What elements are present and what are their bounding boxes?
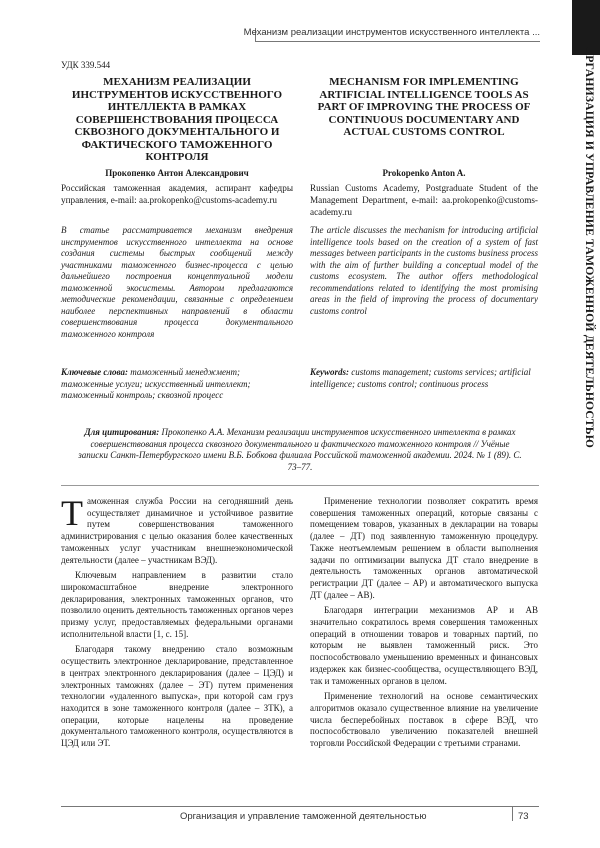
en-keywords-label: Keywords: — [310, 367, 349, 377]
footer-rule — [61, 806, 539, 807]
ru-article-title: МЕХАНИЗМ РЕАЛИЗАЦИИ ИНСТРУМЕНТОВ ИСКУССТВЕННОГО ИНТЕЛЛЕКТА В РАМКАХ СОВЕРШЕНСТВОВАНИЯ ПРОЦЕССА СКВОЗНОГО ДОКУМЕНТАЛЬНОГО И ФАКТИЧЕСКОГО ТАМОЖЕННОГО КОНТРОЛЯ — [71, 76, 283, 163]
ru-keywords-text: таможенный менеджмент; таможенные услуги; искусственный интеллект; таможенный контроль; сквозной процесс — [61, 367, 251, 400]
ru-keywords-block — [61, 367, 293, 402]
ru-abstract-block — [61, 225, 293, 340]
en-keywords — [310, 367, 538, 390]
ru-keywords — [61, 367, 293, 402]
body-paragraph: Ключевым направлением в развитии стало широкомасштабное внедрение электронного декларирования, электронных таможенных органов, что позволило оценить деятельность таможенных органов через призму услуг, предоставляемых федеральными органами исполнительной власти [1, с. 15]. — [61, 570, 293, 639]
footer-section-title: Организация и управление таможенной деятельностью — [180, 811, 427, 822]
en-author-block — [310, 168, 538, 218]
ru-article-header — [61, 76, 293, 164]
ru-affiliation: Российская таможенная академия, аспирант кафедры управления, e-mail: aa.prokopenko@customs-academy.ru — [61, 183, 293, 205]
header-rule — [255, 41, 540, 42]
body-paragraph: Применение технологии позволяет сократить время совершения таможенных операций, которые связаны с помещением товаров, указанных в декларации на товары (далее – ДТ) под заявленную таможенную процедуру. Также неотъемлемым решением в области выполнения задачи по оптимизации выпуска ДТ стало внедрение в деятельность таможенных органов автоматической регистрации ДТ (далее – АР) и автоматического выпуска ДТ (далее – АВ). — [310, 496, 538, 600]
en-keywords-text: customs management; customs services; artificial intelligence; customs control; continuous process — [310, 367, 531, 389]
udk-code: УДК 339.544 — [61, 60, 111, 70]
page-number: 73 — [518, 811, 529, 822]
section-divider — [61, 485, 539, 486]
en-abstract: The article discusses the mechanism for introducing artificial intelligence tools based on the creation of a system of fast messages between participants in the customs business process with the aim of further building a conceptual model of the customs ecosystem. The author offers methodological recommendations related to identifying the most promising areas in the field of improving the process of documentary customs control — [310, 225, 538, 316]
body-left-column — [61, 493, 293, 750]
ru-keywords-label: Ключевые слова: — [61, 367, 128, 377]
citation — [75, 427, 525, 473]
en-affiliation: Russian Customs Academy, Postgraduate Student of the Management Department, e-mail: aa.prokopenko@customs-academy.ru — [310, 183, 538, 217]
en-author-name: Prokopenko Anton A. — [382, 168, 466, 178]
body-paragraph: Применение технологий на основе семантических алгоритмов оказало существенное влияние на увеличение числа бесперебойных поставок в сфере ВЭД, что поспособствовало увеличению показателей внешней торговли Российской Федерации с третьими странами. — [310, 691, 538, 749]
citation-text: Прокопенко А.А. Механизм реализации инструментов искусственного интеллекта в рамках совершенствования процесса сквозного документального и фактического таможенного контроля // Учёные записки Санкт-Петербургского имени В.Б. Бобкова филиала Российской таможенной академии. 2024. № 1 (89). С. 73–77. — [78, 427, 522, 472]
body-paragraph: Таможенная служба России на сегодняшний день осуществляет динамичное и устойчивое развитие путем совершенствования таможенного администрирования с целью оказания более качественных таможенных услуг участникам внешнеэкономической деятельности (далее – участникам ВЭД). — [61, 493, 293, 565]
body-paragraph: Благодаря интеграции механизмов АР и АВ значительно сократилось время совершения таможенных операций в отношении товаров и товарных партий, по которым не выявлен таможенный риск. Это поспособствовало уменьшению временных и финансовых издержек как бизнес-сообщества, осуществляющего ВЭД, так и таможенных органов в целом. — [310, 605, 538, 686]
en-article-title: MECHANISM FOR IMPLEMENTING ARTIFICIAL INTELLIGENCE TOOLS AS PART OF IMPROVING THE PROCESS OF CONTINUOUS DOCUMENTARY AND ACTUAL CUSTOMS CONTROL — [317, 76, 531, 138]
ru-author-block — [61, 168, 293, 206]
ru-author-name: Прокопенко Антон Александрович — [105, 168, 249, 178]
body-paragraph: Благодаря такому внедрению стало возможным осуществить электронное декларирование, представленное в центрах электронного декларирования (далее – ЦЭД) и электронных таможнях (далее – ЭТ) путем применения технологии «удаленного выпуска», при которой сам груз находится в зоне таможенного контроля (далее – ЗТК), а операции, которые нацелены на проведение документального таможенного контроля, осуществляются в ЦЭД или ЭТ. — [61, 644, 293, 749]
footer-divider-tick — [512, 806, 513, 821]
body-right-column — [310, 496, 538, 750]
ru-abstract: В статье рассматривается механизм внедрения инструментов искусственного интеллекта на основе создания системы быстрых сообщений между участниками таможенного бизнес-процесса с целью дальнейшего построения концептуальной модели таможенной экосистемы. Автором предлагаются методические рекомендации, связанные с определением наиболее перспективных направлений в области совершенствования процесса документального таможенного контроля — [61, 225, 293, 339]
en-keywords-block — [310, 367, 538, 390]
en-article-header — [310, 76, 538, 139]
citation-label: Для цитирования: — [84, 427, 160, 437]
side-section-title: ОРГАНИЗАЦИЯ И УПРАВЛЕНИЕ ТАМОЖЕННОЙ ДЕЯТЕЛЬНОСТЬЮ — [583, 46, 596, 449]
en-abstract-block — [310, 225, 538, 317]
running-title: Механизм реализации инструментов искусственного интеллекта ... — [243, 27, 540, 38]
drop-cap: Т — [61, 493, 83, 533]
